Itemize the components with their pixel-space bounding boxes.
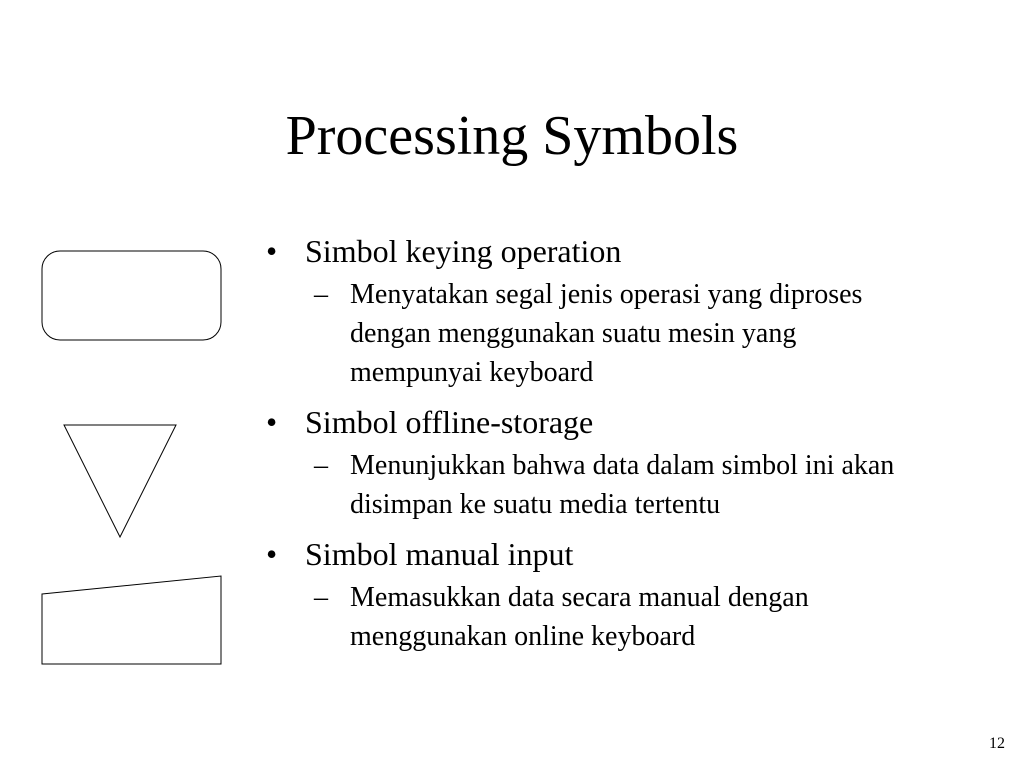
bullet-label: Simbol keying operation xyxy=(305,233,622,269)
sub-bullet-text: Menunjukkan bahwa data dalam simbol ini akan disimpan ke suatu media tertentu xyxy=(350,450,895,520)
sub-bullet-dash: – xyxy=(314,450,328,481)
bullet-group-keying xyxy=(262,229,1002,392)
keying-operation-icon xyxy=(42,251,221,340)
manual-input-icon xyxy=(42,576,221,664)
sub-bullet-item xyxy=(262,446,1002,524)
slide-number: 12 xyxy=(989,735,1005,752)
bullet-dot: • xyxy=(266,536,278,572)
sub-bullet-item xyxy=(262,275,1002,392)
bullet-list xyxy=(262,229,1002,664)
sub-bullet-text: Menyatakan segal jenis operasi yang diproses dengan menggunakan suatu mesin yang mempunyai keyboard xyxy=(350,279,863,388)
bullet-label: Simbol manual input xyxy=(305,536,574,572)
sub-bullet-text: Memasukkan data secara manual dengan menggunakan online keyboard xyxy=(350,582,809,652)
bullet-group-offline-storage xyxy=(262,400,1002,524)
bullet-item xyxy=(262,532,1002,576)
flowchart-symbols xyxy=(0,0,260,768)
slide-title: Processing Symbols xyxy=(285,105,739,167)
bullet-dot: • xyxy=(266,233,278,269)
bullet-item xyxy=(262,229,1002,273)
bullet-label: Simbol offline-storage xyxy=(305,404,594,440)
bullet-item xyxy=(262,400,1002,444)
sub-bullet-dash: – xyxy=(314,582,328,613)
bullet-group-manual-input xyxy=(262,532,1002,656)
sub-bullet-item xyxy=(262,578,1002,656)
sub-bullet-dash: – xyxy=(314,279,328,310)
bullet-dot: • xyxy=(266,404,278,440)
offline-storage-icon xyxy=(64,425,176,537)
